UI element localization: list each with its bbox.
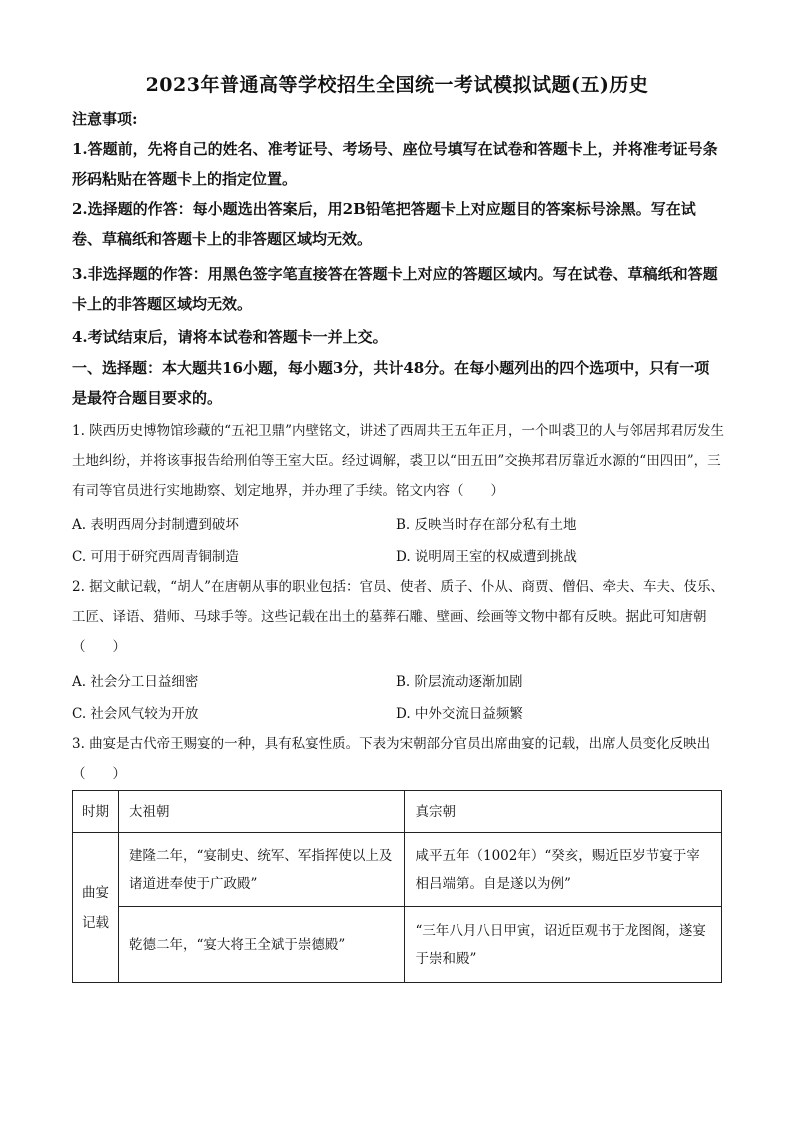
table-header-period: 时期 (73, 791, 119, 833)
table-row-label: 曲宴记载 (73, 833, 119, 983)
notice-item-1: 1.答题前，先将自己的姓名、准考证号、考场号、座位号填写在试卷和答题卡上，并将准考证号条形码粘贴在答题卡上的指定位置。 (72, 140, 718, 188)
question-1-option-d: D. 说明周王室的权威遭到挑战 (396, 549, 577, 565)
question-3-stem: 3. 曲宴是古代帝王赐宴的一种，具有私宴性质。下表为宋朝部分官员出席曲宴的记载，出席人员变化反映出（ ） (72, 736, 711, 782)
question-2-option-c: C. 社会风气较为开放 (72, 706, 199, 722)
section-heading: 一、选择题：本大题共16小题，每小题3分，共计48分。在每小题列出的四个选项中，只有一项是最符合题目要求的。 (72, 359, 710, 407)
table-header-taizu: 太祖朝 (118, 791, 405, 833)
notice-item-2: 2.选择题的作答：每小题选出答案后，用2B铅笔把答题卡上对应题目的答案标号涂黑。写在试卷、草稿纸和答题卡上的非答题区域均无效。 (72, 200, 696, 248)
table-cell: 咸平五年（1002年）“癸亥，赐近臣岁节宴于宰相吕端第。自是遂以为例” (405, 833, 722, 907)
question-1-stem: 1. 陕西历史博物馆珍藏的“五祀卫鼎”内壁铭文，讲述了西周共王五年正月，一个叫裘卫的人与邻居邦君厉发生土地纠纷，并将该事报告给刑伯等王室大臣。经过调解，裘卫以“田五田”交换邦君厉靠近水源的“田四田”，三有司等官员进行实地勘察、划定地界，并办理了手续。铭文内容（ ） (72, 423, 724, 499)
table-row (73, 833, 722, 907)
table-header-zhenzong: 真宗朝 (405, 791, 722, 833)
notice-item-3: 3.非选择题的作答：用黑色签字笔直接答在答题卡上对应的答题区域内。写在试卷、草稿纸和答题卡上的非答题区域均无效。 (72, 265, 718, 313)
page-title: 2023年普通高等学校招生全国统一考试模拟试题(五)历史 (145, 74, 649, 96)
table-cell: 乾德二年，“宴大将王全斌于崇德殿” (118, 907, 405, 983)
question-1-option-c: C. 可用于研究西周青铜制造 (72, 549, 239, 565)
table-header-row (73, 791, 722, 833)
table-cell: 建隆二年，“宴制史、统军、军指挥使以上及诸道进奉使于广政殿” (118, 833, 405, 907)
question-1-option-a: A. 表明西周分封制遭到破坏 (72, 517, 239, 533)
notice-item-4: 4.考试结束后，请将本试卷和答题卡一并上交。 (72, 328, 388, 346)
question-2-option-a: A. 社会分工日益细密 (72, 674, 199, 690)
table-row (73, 907, 722, 983)
question-2-option-d: D. 中外交流日益频繁 (396, 706, 523, 722)
banquet-record-table (72, 790, 722, 983)
notice-heading: 注意事项: (72, 110, 138, 128)
question-2-option-b: B. 阶层流动逐渐加剧 (396, 674, 523, 690)
question-1-option-b: B. 反映当时存在部分私有土地 (396, 517, 577, 533)
table-cell: “三年八月八日甲寅，诏近臣观书于龙图阁，遂宴于崇和殿” (405, 907, 722, 983)
question-2-stem: 2. 据文献记载，“胡人”在唐朝从事的职业包括：官员、使者、质子、仆从、商贾、僧侣、牵夫、车夫、伎乐、工匠、译语、猎师、马球手等。这些记载在出土的墓葬石雕、壁画、绘画等文物中都有反映。据此可知唐朝（ ） (72, 579, 724, 655)
